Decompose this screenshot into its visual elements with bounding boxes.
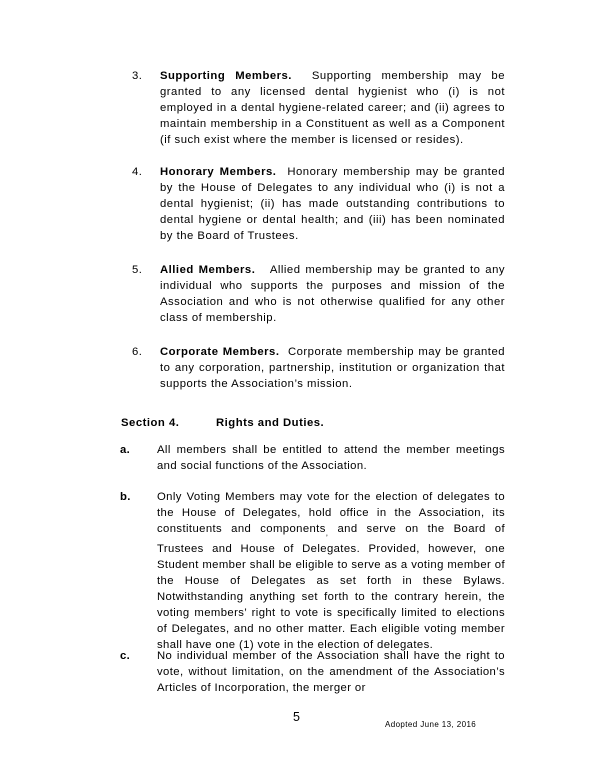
item-paragraph <box>160 68 505 148</box>
adopted-date: Adopted June 13, 2016 <box>385 720 477 729</box>
item-paragraph <box>160 344 505 392</box>
item-title: Corporate Members. <box>160 346 280 358</box>
page-number: 5 <box>293 710 300 724</box>
section-label: Section 4. <box>121 417 180 429</box>
item-title: Allied Members. <box>160 264 256 276</box>
subsection-text-before: Only Voting Members may vote for the election of delegates to the House of Delegates, hold office in the Association, its constituents and components <box>157 491 505 535</box>
item-number: 3. <box>132 70 143 82</box>
subsection-a <box>120 442 505 474</box>
item-number: 5. <box>132 264 143 276</box>
item-number: 6. <box>132 346 143 358</box>
subsection-c <box>120 648 505 696</box>
membership-item-supporting <box>132 68 505 148</box>
item-number: 4. <box>132 166 143 178</box>
subscript-mark: , <box>325 528 329 538</box>
membership-item-honorary <box>132 164 505 244</box>
subsection-text: No individual member of the Association shall have the right to vote, without limitation, on the amendment of the Association’s Articles of Incorporation, the merger or <box>157 650 505 694</box>
section-title: Rights and Duties. <box>216 417 325 429</box>
subsection-b <box>120 489 505 653</box>
subsection-letter: b. <box>120 491 131 503</box>
subsection-text-after: and serve on the Board of Trustees and House of Delegates. Provided, however, one Student member shall be eligible to serve as a voting member of the House of Delegates as set forth in these Bylaws. Notwithstanding anything set forth to the contrary herein, the voting members’ right to vote is specifically limited to elections of Delegates, and no other matter. Each eligible voting member shall have one (1) vote in the election of delegates. <box>157 523 505 652</box>
item-title: Supporting Members. <box>160 70 292 82</box>
membership-item-corporate <box>132 344 506 392</box>
item-text: Supporting membership may be granted to any licensed dental hygienist who (i) is not employed in a dental hygiene-related career; and (ii) agrees to maintain membership in a Constituent as well as a Component (if such exist where the member is licensed or resides). <box>160 70 505 146</box>
item-paragraph <box>160 164 505 244</box>
section-heading <box>121 417 325 429</box>
subsection-letter: a. <box>120 444 131 456</box>
subsection-text: All members shall be entitled to attend the member meetings and social functions of the Association. <box>157 444 505 472</box>
item-text: Allied membership may be granted to any individual who supports the purposes and mission of the Association and who is not otherwise qualified for any other class of membership. <box>160 264 506 324</box>
subsection-paragraph <box>157 489 505 653</box>
item-text: Honorary membership may be granted by the House of Delegates to any individual who (i) is not a dental hygienist; (ii) has made outstanding contributions to dental hygiene or dental health; and (iii) has been nominated by the Board of Trustees. <box>160 166 505 242</box>
subsection-letter: c. <box>120 650 131 662</box>
membership-item-allied <box>132 262 506 326</box>
item-paragraph <box>160 262 505 326</box>
item-text: Corporate membership may be granted to any corporation, partnership, institution or organization that supports the Association’s mission. <box>160 346 506 390</box>
item-title: Honorary Members. <box>160 166 277 178</box>
